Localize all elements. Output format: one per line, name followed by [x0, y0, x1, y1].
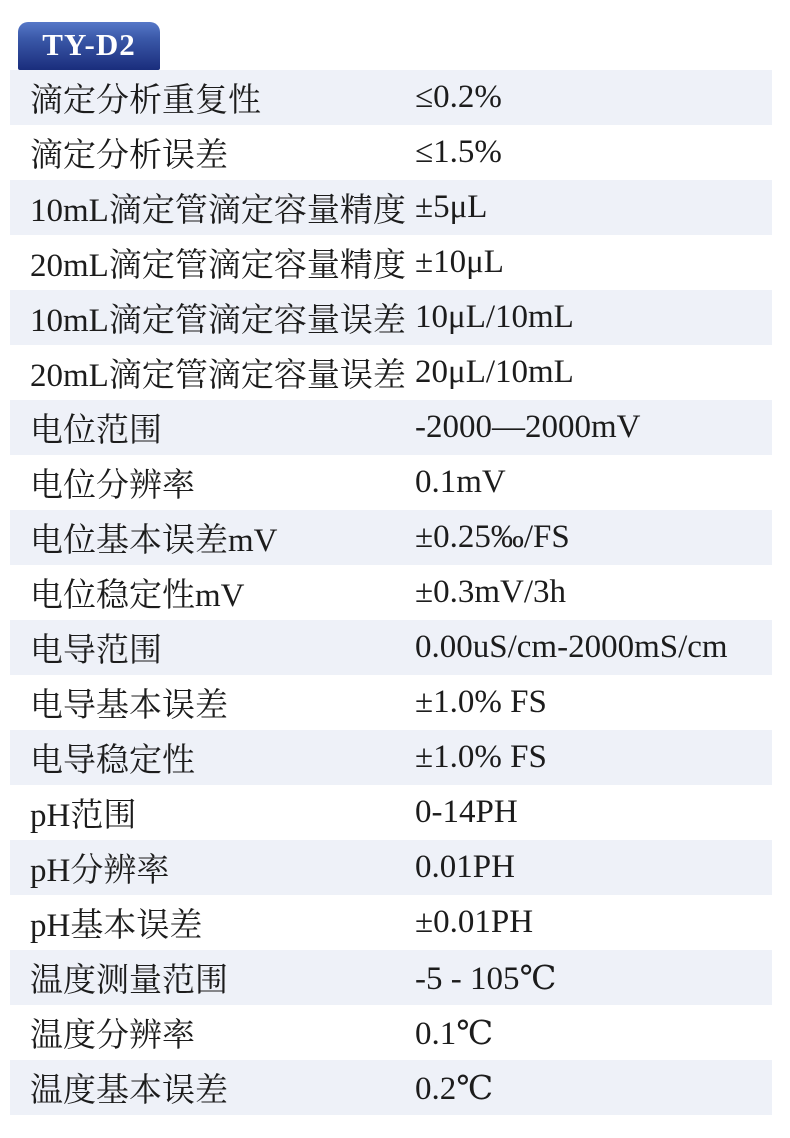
spec-row	[10, 455, 772, 510]
spec-value: 0-14PH	[415, 794, 518, 830]
spec-label: 电位基本误差mV	[30, 523, 278, 559]
spec-label: 10mL滴定管滴定容量误差	[30, 303, 406, 339]
spec-value: ≤1.5%	[415, 134, 502, 170]
spec-value: ≤0.2%	[415, 79, 502, 115]
spec-row	[10, 125, 772, 180]
spec-row	[10, 180, 772, 235]
spec-value: 0.1℃	[415, 1015, 494, 1052]
spec-value: ±1.0% FS	[415, 739, 547, 775]
spec-row	[10, 290, 772, 345]
spec-value: 0.1mV	[415, 464, 506, 500]
spec-label: 电位范围	[30, 413, 162, 449]
spec-row	[10, 70, 772, 125]
spec-row	[10, 620, 772, 675]
spec-row	[10, 235, 772, 290]
spec-value: ±0.01PH	[415, 904, 534, 940]
spec-value: 0.01PH	[415, 849, 515, 885]
spec-label: pH分辨率	[30, 853, 170, 889]
spec-value: ±0.25‰/FS	[415, 519, 570, 555]
spec-row	[10, 565, 772, 620]
spec-value: ±10μL	[415, 244, 504, 280]
spec-label: 电位分辨率	[30, 468, 195, 504]
spec-value: 0.00uS/cm-2000mS/cm	[415, 629, 728, 665]
spec-row	[10, 675, 772, 730]
spec-row	[10, 1060, 772, 1115]
spec-row	[10, 895, 772, 950]
spec-label: pH基本误差	[30, 908, 203, 944]
spec-label: 温度基本误差	[30, 1073, 228, 1109]
spec-row	[10, 510, 772, 565]
spec-value: ±0.3mV/3h	[415, 574, 567, 610]
spec-label: 电导范围	[30, 633, 162, 669]
spec-value: ±1.0% FS	[415, 684, 547, 720]
spec-table	[10, 70, 772, 1115]
spec-value: -2000—2000mV	[415, 409, 641, 445]
spec-label: 温度分辨率	[30, 1018, 195, 1054]
spec-value: ±5μL	[415, 189, 488, 225]
spec-row	[10, 400, 772, 455]
spec-label: 电导稳定性	[30, 743, 195, 779]
spec-row	[10, 730, 772, 785]
spec-value: 0.2℃	[415, 1070, 494, 1107]
spec-row	[10, 1005, 772, 1060]
spec-label: 电位稳定性mV	[30, 578, 245, 614]
spec-value: 10μL/10mL	[415, 299, 574, 335]
spec-label: 温度测量范围	[30, 963, 228, 999]
spec-label: 电导基本误差	[30, 688, 228, 724]
spec-row	[10, 785, 772, 840]
spec-row	[10, 950, 772, 1005]
spec-row	[10, 840, 772, 895]
spec-label: 20mL滴定管滴定容量精度	[30, 248, 406, 284]
spec-row	[10, 345, 772, 400]
spec-label: 10mL滴定管滴定容量精度	[30, 193, 406, 229]
spec-label: 20mL滴定管滴定容量误差	[30, 358, 406, 394]
spec-label: 滴定分析重复性	[30, 83, 261, 119]
spec-value: 20μL/10mL	[415, 354, 574, 390]
tab-product-model[interactable]: TY-D2	[18, 22, 160, 70]
spec-value: -5 - 105℃	[415, 960, 557, 997]
spec-label: pH范围	[30, 798, 137, 834]
spec-label: 滴定分析误差	[30, 138, 228, 174]
